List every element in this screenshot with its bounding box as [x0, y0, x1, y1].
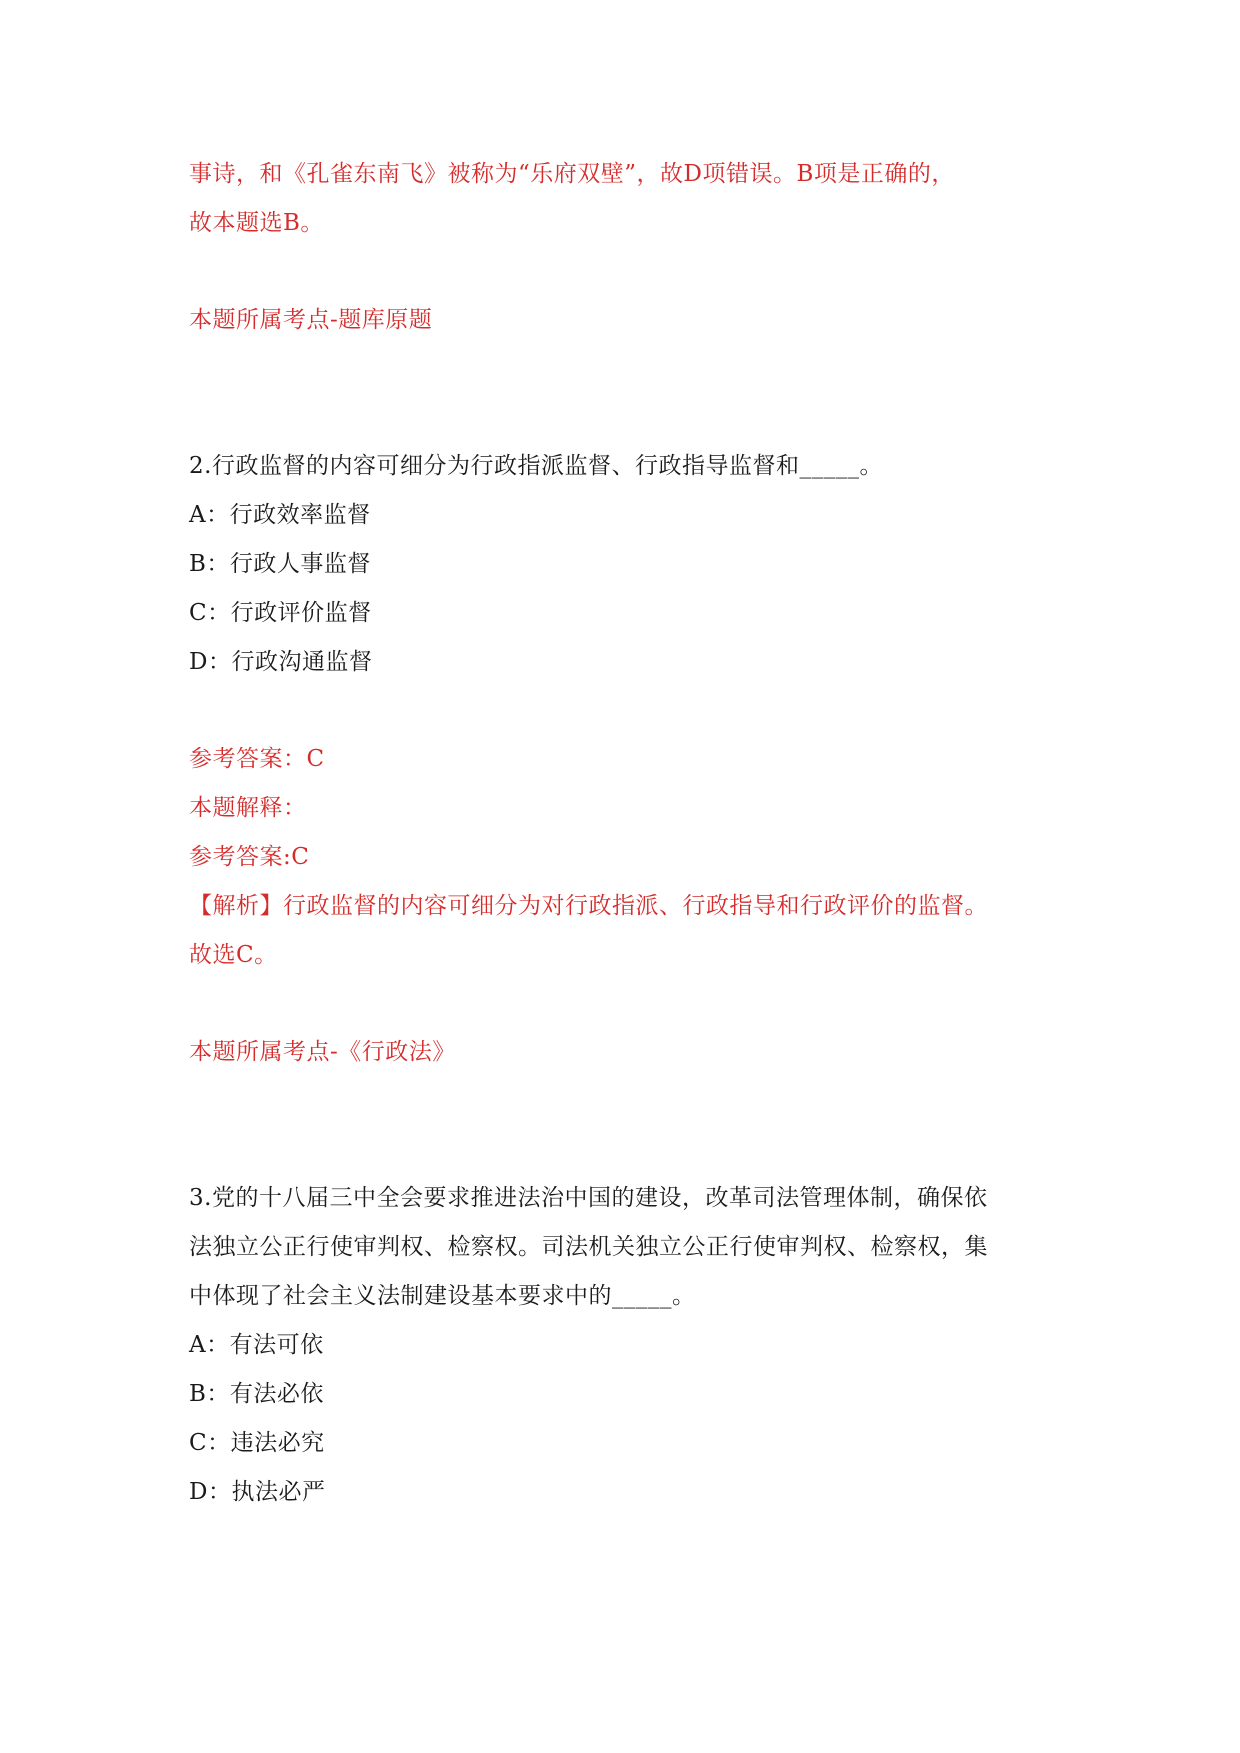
prev-explanation-line-2: 故本题选B。: [189, 210, 324, 236]
q2-analysis-line-2: 故选C。: [189, 942, 278, 968]
q2-option-a: A：行政效率监督: [189, 502, 371, 528]
q2-option-d: D：行政沟通监督: [189, 649, 373, 675]
q2-option-b: B：行政人事监督: [189, 551, 371, 577]
q2-analysis-line-1: 【解析】行政监督的内容可细分为对行政指派、行政指导和行政评价的监督。: [189, 893, 988, 919]
q3-stem-line-1: 3.党的十八届三中全会要求推进法治中国的建设，改革司法管理体制，确保依: [189, 1185, 988, 1211]
q2-answer-repeat: 参考答案:C: [189, 844, 310, 870]
q2-stem: 2.行政监督的内容可细分为行政指派监督、行政指导监督和_____。: [189, 453, 883, 479]
document-page: [189, 150, 1049, 1517]
prev-explanation-line-1: 事诗，和《孔雀东南飞》被称为“乐府双壁”，故D项错误。B项是正确的，: [189, 161, 955, 187]
q3-stem-line-3: 中体现了社会主义法制建设基本要求中的_____。: [189, 1283, 696, 1309]
q3-option-a: A：有法可依: [189, 1332, 324, 1358]
q2-topic: 本题所属考点-《行政法》: [189, 1039, 456, 1065]
q2-answer: 参考答案：C: [189, 746, 325, 772]
prev-topic: 本题所属考点-题库原题: [189, 307, 433, 333]
q2-explain-title: 本题解释：: [189, 795, 307, 821]
q3-option-c: C：违法必究: [189, 1430, 325, 1456]
q2-option-c: C：行政评价监督: [189, 600, 372, 626]
q3-stem-line-2: 法独立公正行使审判权、检察权。司法机关独立公正行使审判权、检察权，集: [189, 1234, 988, 1260]
q3-option-b: B：有法必依: [189, 1381, 324, 1407]
q3-option-d: D：执法必严: [189, 1479, 326, 1505]
